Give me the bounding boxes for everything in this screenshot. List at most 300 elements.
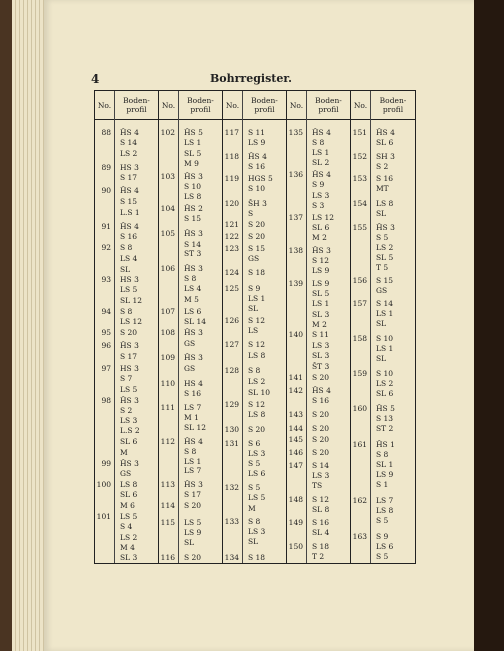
number-column-4: [287, 91, 307, 563]
soil-profile-entry: LS 12: [312, 213, 335, 222]
soil-profile-entry: S 17: [184, 490, 202, 499]
bore-number: 160: [352, 404, 367, 413]
soil-profile-entry: LS 8: [248, 410, 266, 419]
soil-profile-entry: LS 2: [120, 533, 138, 542]
soil-profile-entry: S 8: [376, 450, 389, 459]
page-title: Bohrregister.: [210, 72, 292, 85]
number-column-5: [351, 91, 371, 563]
soil-profile-entry: ST 3: [184, 249, 202, 258]
soil-profile-entry: SL 12: [120, 296, 143, 305]
soil-profile-entry: S 16: [312, 518, 330, 527]
soil-profile-entry: LS 8: [184, 192, 202, 201]
soil-profile-entry: S 8: [312, 138, 325, 147]
bore-number: 98: [101, 396, 111, 405]
soil-profile-entry: S 15: [184, 214, 202, 223]
soil-profile-entry: S 20: [312, 435, 330, 444]
soil-profile-entry: S 20: [248, 232, 266, 241]
soil-profile-entry: SL 5: [312, 289, 330, 298]
soil-profile-entry: M 9: [184, 159, 199, 168]
bore-number: 91: [101, 222, 111, 231]
bore-number: 143: [288, 410, 303, 419]
soil-profile-entry: S 10: [184, 182, 202, 191]
number-header: No.: [223, 91, 242, 120]
soil-profile-entry: SL 12: [184, 423, 207, 432]
bore-number: 94: [101, 307, 111, 316]
soil-profile-entry: LS 6: [248, 469, 266, 478]
soil-profile-entry: LS 9: [312, 279, 330, 288]
number-column-2: [159, 91, 179, 563]
soil-profile-entry: ĤS 3: [184, 328, 203, 337]
bore-number: 149: [288, 518, 303, 527]
soil-profile-entry: LS 1: [376, 309, 394, 318]
bore-number: 144: [288, 424, 303, 433]
soil-profile-entry: ĤS 4: [376, 128, 395, 137]
bore-number: 115: [160, 518, 175, 527]
soil-profile-entry: LS 3: [312, 341, 330, 350]
soil-profile-entry: ŜH 3: [248, 199, 267, 208]
profile-column-2: [179, 91, 223, 563]
bore-number: 152: [352, 152, 367, 161]
profile-header-line2: profil: [382, 105, 404, 114]
soil-profile-entry: ĤS 3: [184, 353, 203, 362]
bore-number: 116: [160, 553, 175, 562]
bore-number: 137: [288, 213, 303, 222]
bore-number: 88: [101, 128, 111, 137]
soil-profile-entry: LS 8: [376, 199, 394, 208]
soil-profile-entry: SL 8: [312, 505, 330, 514]
soil-profile-entry: SL 3: [312, 351, 330, 360]
bore-number: 117: [224, 128, 239, 137]
bore-number: 101: [96, 512, 111, 521]
bore-number: 95: [101, 328, 111, 337]
soil-profile-entry: S 5: [376, 516, 389, 525]
bore-number: 89: [101, 163, 111, 172]
bore-number: 134: [224, 553, 239, 562]
soil-profile-entry: S 12: [248, 400, 266, 409]
soil-profile-entry: S 20: [312, 448, 330, 457]
profile-header-line1: Boden-: [251, 96, 278, 105]
soil-profile-entry: S 13: [376, 414, 394, 423]
soil-profile-entry: SL: [184, 538, 195, 547]
number-header: No.: [95, 91, 114, 120]
soil-profile-entry: S 8: [120, 243, 133, 252]
soil-profile-entry: ĤS 5: [376, 404, 395, 413]
bore-number: 140: [288, 330, 303, 339]
soil-profile-entry: LS 1: [248, 294, 266, 303]
profile-header-line2: profil: [318, 105, 339, 114]
soil-profile-entry: SL 2: [312, 158, 330, 167]
soil-profile-entry: LS 1: [184, 457, 202, 466]
bore-number: 138: [288, 246, 303, 255]
soil-profile-entry: HS 3: [120, 364, 139, 373]
soil-profile-entry: S 7: [120, 374, 133, 383]
bore-number: 131: [224, 439, 239, 448]
soil-profile-entry: LS 12: [120, 317, 143, 326]
soil-profile-entry: ĤS 4: [120, 222, 139, 231]
soil-profile-entry: SL 1: [376, 460, 394, 469]
soil-profile-entry: LS 1: [184, 138, 202, 147]
soil-profile-entry: ĤS 4: [184, 437, 203, 446]
bore-number: 111: [160, 403, 175, 412]
soil-profile-entry: M: [248, 504, 256, 513]
bore-number: 119: [224, 174, 239, 183]
soil-profile-entry: S 15: [248, 244, 266, 253]
soil-profile-entry: LS 3: [248, 527, 266, 536]
bore-number: 118: [224, 152, 239, 161]
soil-profile-entry: S 12: [312, 495, 330, 504]
soil-profile-entry: S 16: [248, 162, 266, 171]
soil-profile-entry: M 2: [312, 320, 327, 329]
soil-profile-entry: S 20: [248, 220, 266, 229]
soil-profile-entry: S 16: [312, 396, 330, 405]
bore-number: 142: [288, 386, 303, 395]
soil-profile-entry: SL 6: [376, 138, 394, 147]
soil-profile-entry: S 18: [312, 542, 330, 551]
soil-profile-entry: ĤS 2: [184, 204, 203, 213]
soil-profile-entry: SL: [376, 319, 387, 328]
bore-number: 96: [101, 341, 111, 350]
soil-profile-entry: LS 2: [376, 243, 394, 252]
bore-number: 130: [224, 425, 239, 434]
soil-profile-entry: LS 6: [184, 307, 202, 316]
bore-number: 104: [160, 204, 175, 213]
bore-number: 161: [352, 440, 367, 449]
bore-number: 141: [288, 373, 303, 382]
soil-profile-entry: S 12: [248, 316, 266, 325]
soil-profile-entry: S 4: [120, 522, 133, 531]
soil-profile-entry: S 20: [120, 328, 138, 337]
soil-profile-entry: SL 14: [184, 317, 207, 326]
soil-profile-entry: LS 1: [312, 148, 330, 157]
number-column-3: [223, 91, 243, 563]
soil-profile-entry: M 1: [184, 413, 199, 422]
soil-profile-entry: LS 1: [376, 344, 394, 353]
bore-number: 112: [160, 437, 175, 446]
bore-number: 93: [101, 275, 111, 284]
bore-number: 155: [352, 223, 367, 232]
bore-number: 156: [352, 276, 367, 285]
soil-profile-entry: ĤS 3: [120, 341, 139, 350]
bore-number: 132: [224, 483, 239, 492]
bore-number: 162: [352, 496, 367, 505]
bore-number: 147: [288, 461, 303, 470]
bore-number: 120: [224, 199, 239, 208]
soil-profile-entry: LS 9: [184, 528, 202, 537]
bore-number: 103: [160, 172, 175, 181]
soil-profile-entry: SL 6: [120, 437, 138, 446]
soil-profile-entry: ĤS 3: [376, 223, 395, 232]
soil-profile-entry: S 9: [376, 532, 389, 541]
soil-profile-entry: LS 5: [184, 518, 202, 527]
soil-profile-entry: SH 3: [376, 152, 395, 161]
soil-profile-entry: LS 8: [376, 506, 394, 515]
profile-header-line1: Boden-: [315, 96, 342, 105]
soil-profile-entry: GS: [120, 469, 132, 478]
bore-number: 90: [101, 186, 111, 195]
soil-profile-entry: S 20: [312, 410, 330, 419]
soil-profile-entry: S 16: [120, 232, 138, 241]
soil-profile-entry: GS: [184, 364, 196, 373]
soil-profile-entry: GS: [376, 286, 388, 295]
bore-number: 163: [352, 532, 367, 541]
profile-header-line2: profil: [190, 105, 211, 114]
soil-profile-entry: S 17: [120, 173, 138, 182]
bore-number: 107: [160, 307, 175, 316]
bore-number: 150: [288, 542, 303, 551]
soil-profile-entry: S 15: [120, 197, 138, 206]
bore-number: 128: [224, 366, 239, 375]
profile-header-line2: profil: [126, 105, 147, 114]
soil-profile-entry: M 2: [312, 233, 327, 242]
soil-profile-entry: S 10: [376, 369, 394, 378]
soil-profile-entry: S 20: [248, 425, 266, 434]
soil-profile-entry: SL 5: [376, 253, 394, 262]
soil-profile-entry: ĤS 3: [120, 459, 139, 468]
number-column-1: [95, 91, 115, 563]
profile-header-line2: profil: [254, 105, 275, 114]
soil-profile-entry: S 16: [376, 174, 394, 183]
soil-profile-entry: SL 6: [376, 389, 394, 398]
soil-profile-entry: LS 2: [120, 149, 138, 158]
soil-profile-entry: S 18: [248, 553, 266, 562]
soil-profile-entry: LS 8: [248, 351, 266, 360]
soil-profile-entry: GS: [248, 254, 260, 263]
soil-profile-entry: M 6: [120, 501, 135, 510]
bore-number: 158: [352, 334, 367, 343]
soil-profile-entry: LS 5: [120, 285, 138, 294]
bore-number: 99: [101, 459, 111, 468]
bore-number: 125: [224, 284, 239, 293]
bore-number: 113: [160, 480, 175, 489]
soil-profile-entry: LS 1: [312, 299, 330, 308]
soil-profile-entry: HS 3: [120, 275, 139, 284]
profile-header-line1: Boden-: [123, 96, 150, 105]
bore-number: 159: [352, 369, 367, 378]
bore-number: 122: [224, 232, 239, 241]
soil-profile-entry: LS 7: [184, 403, 202, 412]
background-edge: [474, 0, 504, 651]
soil-profile-entry: LS 7: [376, 496, 394, 505]
soil-profile-entry: SL 6: [120, 490, 138, 499]
soil-profile-entry: S 20: [312, 424, 330, 433]
soil-profile-entry: S 6: [248, 439, 261, 448]
profile-column-5: [371, 91, 415, 563]
soil-profile-entry: TS: [312, 481, 323, 490]
soil-profile-entry: SL 6: [312, 223, 330, 232]
bore-number: 136: [288, 170, 303, 179]
bore-number: 123: [224, 244, 239, 253]
soil-profile-entry: HS 4: [184, 379, 203, 388]
bore-number: 135: [288, 128, 303, 137]
bore-number: 97: [101, 364, 111, 373]
bore-number: 109: [160, 353, 175, 362]
soil-profile-entry: S 12: [248, 340, 266, 349]
bore-register-table: [94, 90, 416, 564]
soil-profile-entry: LS 9: [312, 266, 330, 275]
soil-profile-entry: S 2: [120, 406, 133, 415]
soil-profile-entry: HS 3: [120, 163, 139, 172]
bore-number: 127: [224, 340, 239, 349]
soil-profile-entry: LS 4: [184, 284, 202, 293]
soil-profile-entry: S 14: [120, 138, 138, 147]
soil-profile-entry: S 9: [312, 180, 325, 189]
soil-profile-entry: S 2: [376, 162, 389, 171]
soil-profile-entry: ĤS 4: [312, 128, 331, 137]
profile-column-4: [307, 91, 351, 563]
soil-profile-entry: LS 7: [184, 466, 202, 475]
soil-profile-entry: SL 10: [248, 388, 271, 397]
soil-profile-entry: S 12: [312, 256, 330, 265]
soil-profile-entry: LS: [248, 326, 259, 335]
soil-profile-entry: SL: [248, 537, 259, 546]
bore-number: 100: [96, 480, 111, 489]
profile-column-1: [115, 91, 159, 563]
bore-number: 108: [160, 328, 175, 337]
soil-profile-entry: LS 6: [376, 542, 394, 551]
soil-profile-entry: ĤS 5: [184, 128, 203, 137]
soil-profile-entry: S 14: [312, 461, 330, 470]
soil-profile-entry: S 16: [184, 389, 202, 398]
number-header: No.: [159, 91, 178, 120]
soil-profile-entry: ĤS 4: [312, 170, 331, 179]
soil-profile-entry: ĤS 3: [120, 396, 139, 405]
soil-profile-entry: ĤS 1: [376, 440, 395, 449]
soil-profile-entry: S 5: [248, 483, 261, 492]
soil-profile-entry: S 14: [376, 299, 394, 308]
soil-profile-entry: T 5: [376, 263, 389, 272]
bore-number: 114: [160, 501, 175, 510]
soil-profile-entry: LS 2: [248, 377, 266, 386]
soil-profile-entry: S 9: [248, 284, 261, 293]
soil-profile-entry: SL: [248, 304, 259, 313]
profile-header: [371, 91, 415, 120]
bore-number: 139: [288, 279, 303, 288]
soil-profile-entry: ĤS 3: [312, 246, 331, 255]
bore-number: 151: [352, 128, 367, 137]
soil-profile-entry: SL: [376, 354, 387, 363]
profile-header: [115, 91, 158, 120]
soil-profile-entry: M 4: [120, 543, 135, 552]
soil-profile-entry: M: [120, 448, 128, 457]
bore-number: 124: [224, 268, 239, 277]
soil-profile-entry: S 5: [376, 233, 389, 242]
soil-profile-entry: S 18: [248, 268, 266, 277]
profile-header-line1: Boden-: [379, 96, 407, 105]
soil-profile-entry: LS 9: [376, 470, 394, 479]
soil-profile-entry: T 2: [312, 552, 325, 561]
soil-profile-entry: LS 5: [248, 493, 266, 502]
soil-profile-entry: S 11: [312, 330, 330, 339]
soil-profile-entry: ĤS 3: [184, 172, 203, 181]
soil-profile-entry: SL 4: [312, 528, 330, 537]
number-header: No.: [351, 91, 370, 120]
soil-profile-entry: HGS 5: [248, 174, 273, 183]
bore-number: 148: [288, 495, 303, 504]
soil-profile-entry: L.S 2: [120, 426, 140, 435]
soil-profile-entry: ĤS 4: [120, 186, 139, 195]
profile-header: [307, 91, 350, 120]
soil-profile-entry: S 1: [376, 480, 389, 489]
soil-profile-entry: ST 2: [376, 424, 394, 433]
bore-number: 146: [288, 448, 303, 457]
soil-profile-entry: ĤS 4: [248, 152, 267, 161]
soil-profile-entry: LS 3: [248, 449, 266, 458]
soil-profile-entry: S 11: [248, 128, 266, 137]
profile-header: [179, 91, 222, 120]
soil-profile-entry: S 10: [248, 184, 266, 193]
soil-profile-entry: LS 3: [312, 191, 330, 200]
soil-profile-entry: SL: [120, 265, 131, 274]
soil-profile-entry: L.S 1: [120, 208, 140, 217]
soil-profile-entry: S 8: [184, 447, 197, 456]
soil-profile-entry: LS 3: [120, 416, 138, 425]
bore-number: 102: [160, 128, 175, 137]
soil-profile-entry: LS 9: [248, 138, 266, 147]
bore-number: 105: [160, 229, 175, 238]
soil-profile-entry: S 14: [184, 240, 202, 249]
bore-number: 129: [224, 400, 239, 409]
soil-profile-entry: M 5: [184, 295, 199, 304]
soil-profile-entry: ŜT 3: [312, 362, 330, 371]
page-number: 4: [91, 72, 100, 86]
bore-number: 92: [101, 243, 111, 252]
soil-profile-entry: LS 2: [376, 379, 394, 388]
profile-column-3: [243, 91, 287, 563]
soil-profile-entry: ĤS 3: [184, 229, 203, 238]
profile-header: [243, 91, 286, 120]
soil-profile-entry: SL: [376, 209, 387, 218]
soil-profile-entry: S 8: [184, 274, 197, 283]
soil-profile-entry: ĤS 4: [312, 386, 331, 395]
soil-profile-entry: S 10: [376, 334, 394, 343]
soil-profile-entry: SL 5: [184, 149, 202, 158]
bore-number: 145: [288, 435, 303, 444]
profile-header-line1: Boden-: [187, 96, 214, 105]
soil-profile-entry: ĤS 4: [120, 128, 139, 137]
soil-profile-entry: S 5: [248, 459, 261, 468]
soil-profile-entry: LS 8: [120, 480, 138, 489]
soil-profile-entry: SL 3: [312, 310, 330, 319]
soil-profile-entry: S 20: [184, 553, 202, 562]
soil-profile-entry: SL 3: [120, 553, 138, 562]
soil-profile-entry: GS: [184, 339, 196, 348]
bore-number: 133: [224, 517, 239, 526]
soil-profile-entry: S 15: [376, 276, 394, 285]
bore-number: 157: [352, 299, 367, 308]
bore-number: 126: [224, 316, 239, 325]
bore-number: 110: [160, 379, 175, 388]
bore-number: 154: [352, 199, 367, 208]
stacked-page-edges: [12, 0, 46, 651]
bore-number: 153: [352, 174, 367, 183]
number-header: No.: [287, 91, 306, 120]
bore-number: 106: [160, 264, 175, 273]
soil-profile-entry: S 20: [184, 501, 202, 510]
soil-profile-entry: S: [248, 209, 254, 218]
soil-profile-entry: S 20: [312, 373, 330, 382]
soil-profile-entry: S 5: [376, 552, 389, 561]
soil-profile-entry: S 3: [312, 201, 325, 210]
soil-profile-entry: LS 4: [120, 254, 138, 263]
soil-profile-entry: LS 5: [120, 512, 138, 521]
soil-profile-entry: S 8: [120, 307, 133, 316]
soil-profile-entry: ĤS 3: [184, 264, 203, 273]
soil-profile-entry: LS 5: [120, 385, 138, 394]
soil-profile-entry: MT: [376, 184, 389, 193]
soil-profile-entry: S 8: [248, 517, 261, 526]
soil-profile-entry: S 17: [120, 352, 138, 361]
bore-number: 121: [224, 220, 239, 229]
